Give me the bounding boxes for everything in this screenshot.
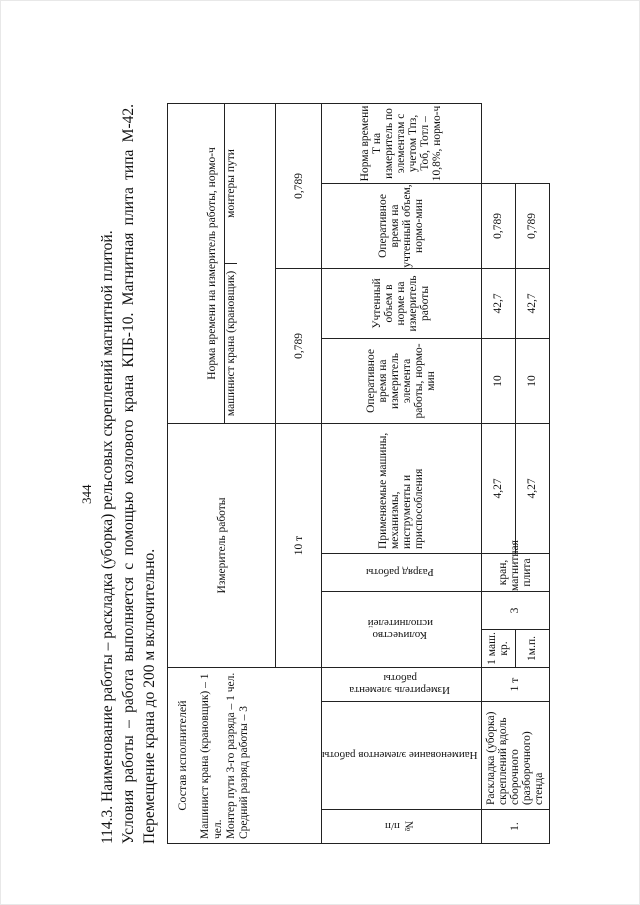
norms-table xyxy=(167,103,550,844)
row-norm-2: 0,789 xyxy=(515,183,549,268)
row-op-vol-2: 42,7 xyxy=(515,268,549,338)
row-norm-1: 0,789 xyxy=(481,183,515,268)
row-op-time-1: 4,27 xyxy=(481,423,515,553)
composition-track-worker: Монтер пути 3-го разряда – 1 чел. xyxy=(225,672,237,839)
col-machines-header: Применяемые машины, механизмы, инструменты и приспособления xyxy=(322,423,482,553)
driver-norm-value: 0,789 xyxy=(276,268,322,423)
col-norm-time-header: Норма времени Т на измеритель по элементам с учетом Тпз, Тоб, Тотл – 10,8%, нормо-ч xyxy=(322,103,482,183)
table-row xyxy=(481,103,515,843)
row-op-vol-1: 42,7 xyxy=(481,268,515,338)
work-conditions: Условия работы – работа выполняется с помощью козлового крана КПБ-10. Магнитная плита типа М-42. xyxy=(120,104,137,844)
row-op-time-2: 4,27 xyxy=(515,423,549,553)
col-volume-header: Учтенный объем в норме на измеритель работы xyxy=(322,268,482,338)
composition-driver: Машинист крана (крановщик) – 1 чел. xyxy=(199,673,224,839)
row-grade: 3 xyxy=(481,591,549,629)
row-number: 1. xyxy=(481,810,549,844)
crane-movement: Перемещение крана до 200 м включительно. xyxy=(141,548,158,844)
driver-header: машинист крана (крановщик) xyxy=(225,263,238,423)
composition-grade: Средний разряд работы – 3 xyxy=(238,705,250,839)
document-header xyxy=(97,104,160,844)
row-workers-track: 1м.п. xyxy=(515,629,549,667)
composition-title: Состав исполнителей xyxy=(175,700,189,811)
row-volume-1: 10 xyxy=(481,338,515,423)
composition-cell xyxy=(168,667,322,843)
col-number-header: № п/п xyxy=(322,810,482,844)
track-workers-norm-value: 0,789 xyxy=(276,103,322,268)
col-grade-header: Разряд работы xyxy=(322,553,482,591)
norm-header xyxy=(168,103,276,423)
row-elem-measure: 1 т xyxy=(481,667,549,701)
measure-header: Измеритель работы xyxy=(168,423,276,667)
page-number: 344 xyxy=(79,484,94,504)
norm-header-title: Норма времени на измеритель работы, нормо-ч xyxy=(206,147,218,380)
track-workers-header: монтеры пути xyxy=(225,104,238,264)
col-workers-header: Количество исполнителей xyxy=(322,591,482,667)
work-title: 114.3. Наименование работы – раскладка (уборка) рельсовых скреплений магнитной плитой. xyxy=(99,230,116,844)
col-elem-measure-header: Измеритель элемента работы xyxy=(322,667,482,701)
col-name-header: Наименование элементов работы xyxy=(322,702,482,810)
col-op-time-elem-header: Оперативное время на измеритель элемента работы, нормо-мин xyxy=(322,338,482,423)
row-volume-2: 10 xyxy=(515,338,549,423)
row-workers-driver: 1 маш. кр. xyxy=(481,629,515,667)
rotated-content xyxy=(79,84,546,844)
col-op-time-volume-header: Оперативное время на учтенный объем, нормо-мин xyxy=(322,183,482,268)
row-name: Раскладка (уборка) скреплений вдоль сборочного (разборочного) стенда xyxy=(481,702,549,810)
row-machines: кран, магнитная плита xyxy=(481,553,549,591)
measure-value: 10 т xyxy=(276,423,322,667)
